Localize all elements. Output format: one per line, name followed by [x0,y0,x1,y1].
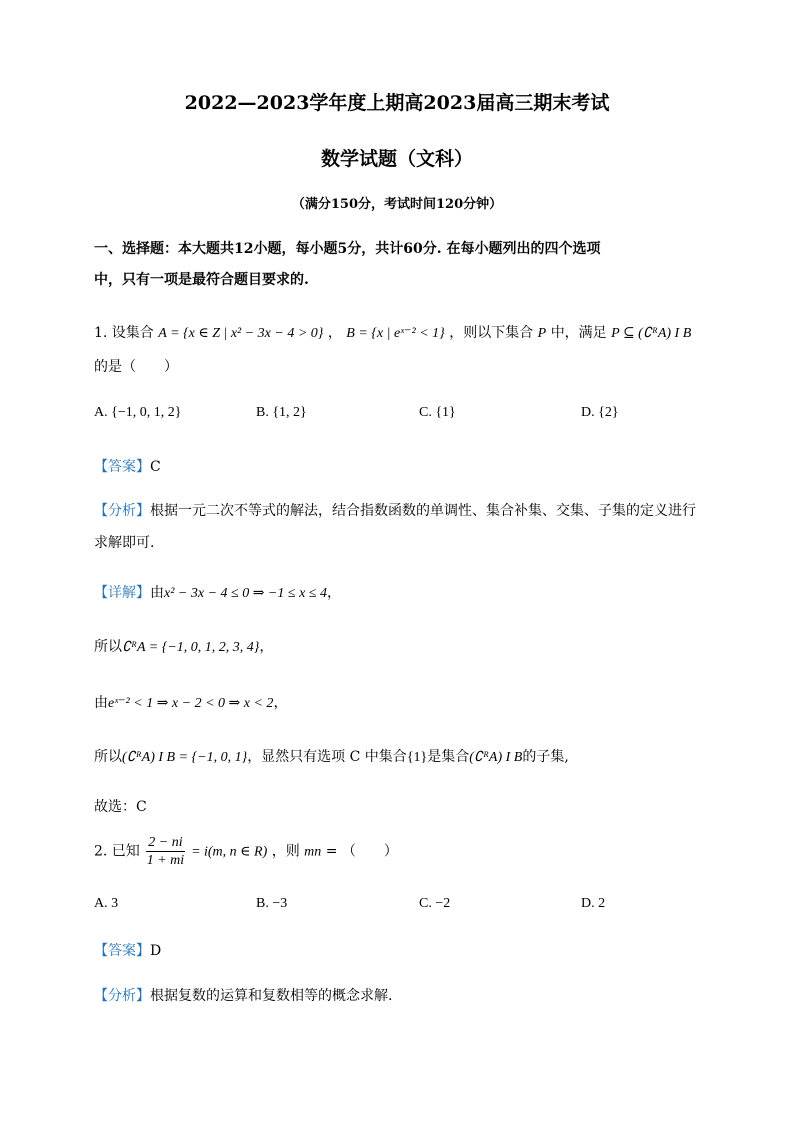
analysis-tag: 【分析】 [94,988,150,1004]
q1-mid2: 中，满足 [550,325,607,341]
section-heading-line1: 一、选择题：本大题共12小题，每小题5分，共计60分. 在每小题列出的四个选项 [94,241,601,257]
q1-detail-4-set: {1} [406,750,428,765]
q1-option-a: A. {−1, 0, 1, 2} [94,405,182,420]
q1-mid: ，则以下集合 [449,325,534,341]
q2-answer-value: D [150,943,162,959]
exam-title: 2022—2023学年度上期高2023届高三期末考试 [184,92,610,114]
q1-option-b: B. {1, 2} [256,405,307,420]
q1-detail-2-math: ∁ᴿA = {−1, 0, 1, 2, 3, 4} [122,640,260,655]
q2-mn: mn [304,844,322,860]
q2-tail: = （ ） [325,843,398,860]
q1-detail-4-mid: ，显然只有选项 C 中集合 [247,749,407,765]
q1-detail-4-post: 的子集, [522,749,569,765]
q1-stem [94,322,691,342]
q1-p: P [537,326,547,341]
q1-detail-2 [94,636,273,656]
analysis-tag: 【分析】 [94,503,150,519]
q1-analysis-text: 根据一元二次不等式的解法，结合指数函数的单调性、集合补集、交集、子集的定义进行 [150,503,696,519]
q1-set-b: B = {x | eˣ⁻² < 1} [346,326,445,341]
q1-detail-3-post: ， [273,695,288,711]
q1-answer-value: C [150,459,161,475]
q1-sep: ， [327,325,342,341]
q1-detail-2-pre: 所以 [94,639,122,655]
detail-tag: 【详解】 [94,585,150,601]
q1-option-c: C. {1} [419,405,456,420]
exam-note: （满分150分，考试时间120分钟） [291,197,503,212]
q2-analysis [94,985,392,1005]
q1-detail-1-math: x² − 3x − 4 ≤ 0 ⇒ −1 ≤ x ≤ 4 [164,586,327,601]
q1-condition: P ⊆ (∁ᴿA) I B [611,326,692,341]
q1-detail-4-math2: (∁ᴿA) I B [469,750,523,765]
q2-answer [94,940,161,960]
q1-stem-line2: 的是（ ） [94,359,178,375]
q1-detail-2-post: ， [259,639,274,655]
q2-analysis-text: 根据复数的运算和复数相等的概念求解. [150,988,393,1004]
q2-numerator: 2 − ni [148,835,183,850]
q1-detail-1 [94,582,341,602]
q1-answer [94,456,161,476]
answer-tag: 【答案】 [94,459,150,475]
section-heading-line2: 中，只有一项是最符合题目要求的. [94,272,309,288]
q1-detail-1-post: ， [326,585,341,601]
q2-option-b: B. −3 [256,896,288,911]
q1-detail-3 [94,692,287,712]
q1-lead: 1. 设集合 [94,325,154,341]
q1-option-d: D. {2} [581,405,619,420]
q1-choice: 故选：C [94,799,147,815]
q1-detail-4-mid2: 是集合 [427,749,470,765]
q1-analysis-line2: 求解即可. [94,535,155,551]
q2-denominator: 1 + mi [146,853,185,868]
answer-tag: 【答案】 [94,943,150,959]
q2-stem [94,834,398,869]
q1-detail-4 [94,746,569,766]
q1-detail-1-pre: 由 [150,585,164,601]
q2-option-a: A. 3 [94,896,119,911]
q1-detail-3-pre: 由 [94,695,108,711]
q1-analysis [94,500,696,520]
q2-option-c: C. −2 [419,896,451,911]
q1-detail-4-pre: 所以 [94,749,122,765]
q2-equation: = i(m, n ∈ R) [191,844,268,860]
q1-detail-3-math: eˣ⁻² < 1 ⇒ x − 2 < 0 ⇒ x < 2 [108,696,274,711]
q2-fraction [146,834,184,869]
q2-lead: 2. 已知 [94,843,140,860]
q2-option-d: D. 2 [581,896,606,911]
exam-subtitle: 数学试题（文科） [320,148,473,170]
q1-detail-4-math: (∁ᴿA) I B = {−1, 0, 1} [122,750,248,765]
q1-set-a: A = {x ∈ Z | x² − 3x − 4 > 0} [158,326,324,341]
q2-mid: ，则 [271,843,300,860]
